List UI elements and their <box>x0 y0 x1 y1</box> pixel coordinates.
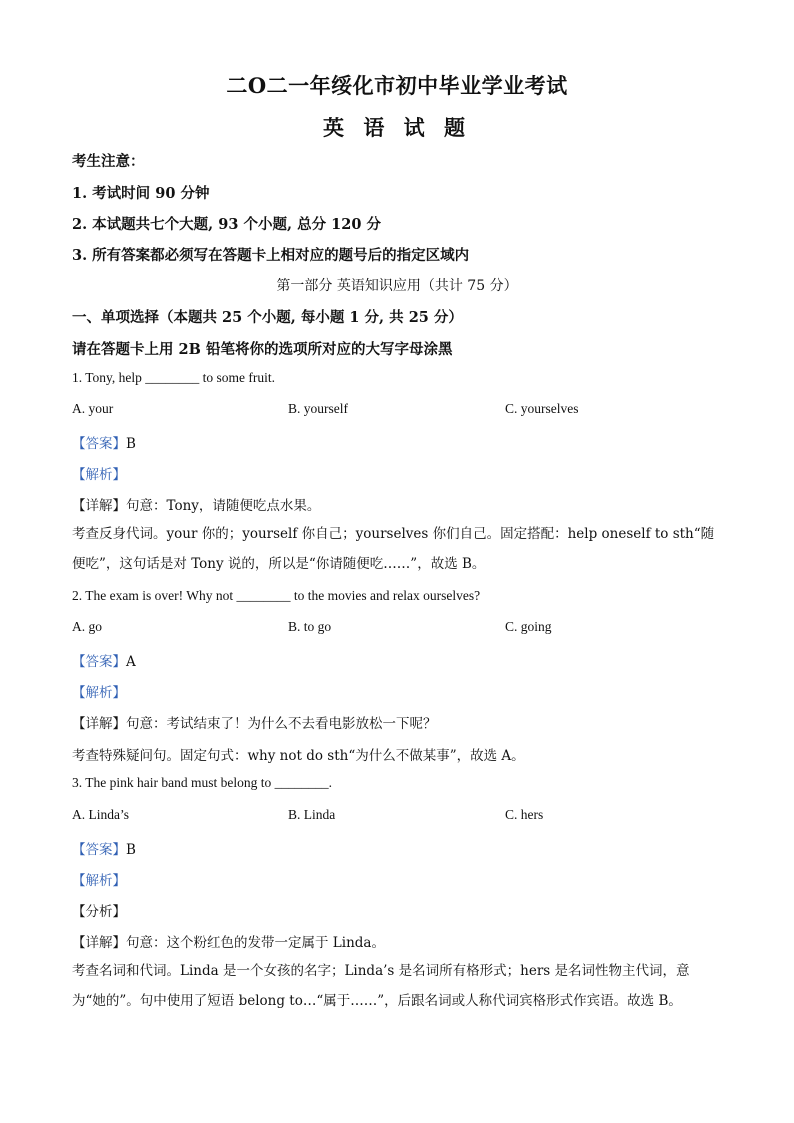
detail-text: 句意：考试结束了！为什么不去看电影放松一下呢？ <box>126 716 437 732</box>
notice-heading: 考生注意： <box>72 153 145 170</box>
option-b: B. yourself <box>288 401 348 416</box>
notice-item: 2. 本试题共七个大题, 93 个小题, 总分 120 分 <box>72 216 381 233</box>
answer-line <box>72 650 136 670</box>
option-a: A. Linda’s <box>72 807 129 822</box>
explanation-text: 考查名词和代词。Linda 是一个女孩的名字；Linda’s 是名词所有格形式；hers 是名词性物主代词，意为“她的”。句中使用了短语 belong to…“属于……”，后跟名词或人称代词宾格形式作宾语。故选 B。 <box>72 963 690 1009</box>
detail-text: 句意：Tony，请随便吃点水果。 <box>126 498 321 514</box>
question-stem: 2. The exam is over! Why not ________ to the movies and relax ourselves? <box>72 588 481 603</box>
answer-line <box>72 432 136 452</box>
option-c: C. going <box>505 619 552 634</box>
answer-tag: 【答案】 <box>72 436 126 452</box>
question-stem: 3. The pink hair band must belong to ________. <box>72 775 332 790</box>
detail-text: 句意：这个粉红色的发带一定属于 Linda。 <box>126 935 385 951</box>
section-heading: 一、单项选择（本题共 25 个小题, 每小题 1 分, 共 25 分） <box>72 309 463 326</box>
notice-item: 3. 所有答案都必须写在答题卡上相对应的题号后的指定区域内 <box>72 247 470 264</box>
analysis-tag: 【解析】 <box>72 467 126 483</box>
detail-line <box>72 494 320 514</box>
analysis-tag: 【解析】 <box>72 685 126 701</box>
answer-tag: 【答案】 <box>72 654 126 670</box>
answer-value: A <box>126 654 136 670</box>
option-a: A. your <box>72 401 114 416</box>
detail-tag: 【详解】 <box>72 498 126 514</box>
notice-item: 1. 考试时间 90 分钟 <box>72 185 210 202</box>
part-heading: 第一部分 英语知识应用（共计 75 分） <box>276 278 518 294</box>
subject-title: 英 语 试 题 <box>323 115 471 140</box>
answer-line <box>72 838 136 858</box>
question-stem: 1. Tony, help ________ to some fruit. <box>72 370 276 385</box>
section-instruction: 请在答题卡上用 2B 铅笔将你的选项所对应的大写字母涂黑 <box>72 341 453 358</box>
analysis-tag: 【解析】 <box>72 873 126 889</box>
option-b: B. Linda <box>288 807 336 822</box>
answer-value: B <box>126 842 136 858</box>
detail-tag: 【详解】 <box>72 716 126 732</box>
option-c: C. hers <box>505 807 544 822</box>
exam-title: 二O二一年绥化市初中毕业学业考试 <box>226 73 568 98</box>
detail-line <box>72 712 437 732</box>
explanation-text: 考查特殊疑问句。固定句式：why not do sth“为什么不做某事”，故选 A。 <box>72 748 525 764</box>
detail-line <box>72 931 385 951</box>
option-b: B. to go <box>288 619 332 634</box>
option-a: A. go <box>72 619 102 634</box>
detail-tag: 【详解】 <box>72 935 126 951</box>
option-c: C. yourselves <box>505 401 579 416</box>
answer-value: B <box>126 436 136 452</box>
explanation-text: 考查反身代词。your 你的；yourself 你自己；yourselves 你们自己。固定搭配：help oneself to sth“随便吃”，这句话是对 Tony 说的，所以是“你请随便吃……”，故选 B。 <box>72 526 715 572</box>
analyze-tag: 【分析】 <box>72 904 126 920</box>
answer-tag: 【答案】 <box>72 842 126 858</box>
